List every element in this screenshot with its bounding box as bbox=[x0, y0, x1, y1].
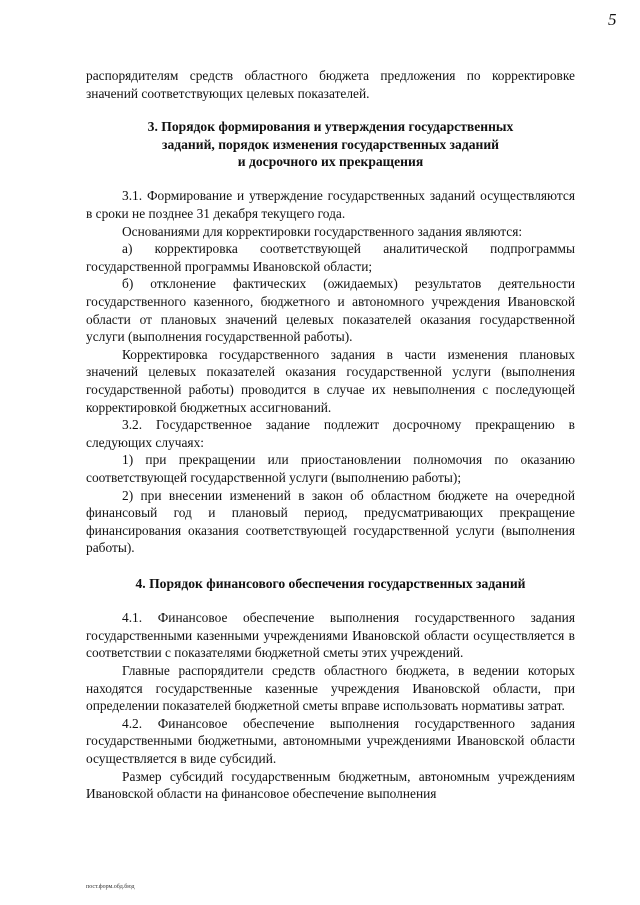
paragraph: Главные распорядители средств областного бюджета, в ведении которых находятся государственные казенные учреждения Ивановской области, при определении показателей бюджетной сметы вправе использовать нормативы затрат. bbox=[86, 663, 575, 714]
section-4-heading-line: 4. Порядок финансового обеспечения государственных заданий bbox=[135, 575, 526, 591]
paragraph: 3.2. Государственное задание подлежит досрочному прекращению в следующих случаях: bbox=[86, 417, 575, 450]
section-3-heading bbox=[86, 118, 575, 170]
intro-paragraph: распорядителям средств областного бюджета предложения по корректировке значений соответствующих целевых показателей. bbox=[86, 68, 575, 101]
paragraph: 3.1. Формирование и утверждение государственных заданий осуществляются в сроки не позднее 31 декабря текущего года. bbox=[86, 188, 575, 221]
section-3-heading-line: заданий, порядок изменения государственных заданий bbox=[161, 136, 499, 152]
paragraph: Размер субсидий государственным бюджетным, автономным учреждениям Ивановской области на финансовое обеспечение выполнения bbox=[86, 768, 575, 802]
paragraph: б) отклонение фактических (ожидаемых) результатов деятельности государственного казенного, бюджетного и автономного учреждения Ивановской области от плановых значений целевых показателей оказания государственной услуги (выполнения государственной работы). bbox=[86, 276, 575, 345]
section-4-heading bbox=[86, 575, 575, 592]
section-3-heading-line: и досрочного их прекращения bbox=[237, 154, 424, 169]
section-3-heading-line: 3. Порядок формирования и утверждения государственных bbox=[147, 119, 514, 135]
paragraph: 4.1. Финансовое обеспечение выполнения государственного задания государственными казенными учреждениями Ивановской области осуществляется в соответствии с показателями бюджетной сметы этих учреждений. bbox=[86, 610, 575, 661]
paragraph: Корректировка государственного задания в части изменения плановых значений целевых показателей оказания государственной услуги (выполнения государственной работы) проводится в случае их невыполнения с последующей корректировкой бюджетных ассигнований. bbox=[86, 346, 575, 415]
paragraph: Основаниями для корректировки государственного задания являются: bbox=[122, 223, 523, 239]
page-number: 5 bbox=[608, 10, 617, 29]
document-body bbox=[86, 67, 575, 803]
paragraph: а) корректировка соответствующей аналитической подпрограммы государственной программы Ивановской области; bbox=[86, 241, 575, 274]
paragraph: 4.2. Финансовое обеспечение выполнения государственного задания государственными бюджетными, автономными учреждениями Ивановской области осуществляется в виде субсидий. bbox=[86, 715, 575, 767]
paragraph: 2) при внесении изменений в закон об областном бюджете на очередной финансовый год и плановый период, предусматривающих прекращение финансирования оказания соответствующей государственной услуги (выполнения работы). bbox=[86, 487, 575, 556]
footer-filename: пост.форм.обд.бюд bbox=[86, 884, 135, 890]
paragraph: 1) при прекращении или приостановлении полномочия по оказанию соответствующей государственной услуги (выполнению работы); bbox=[86, 452, 575, 485]
